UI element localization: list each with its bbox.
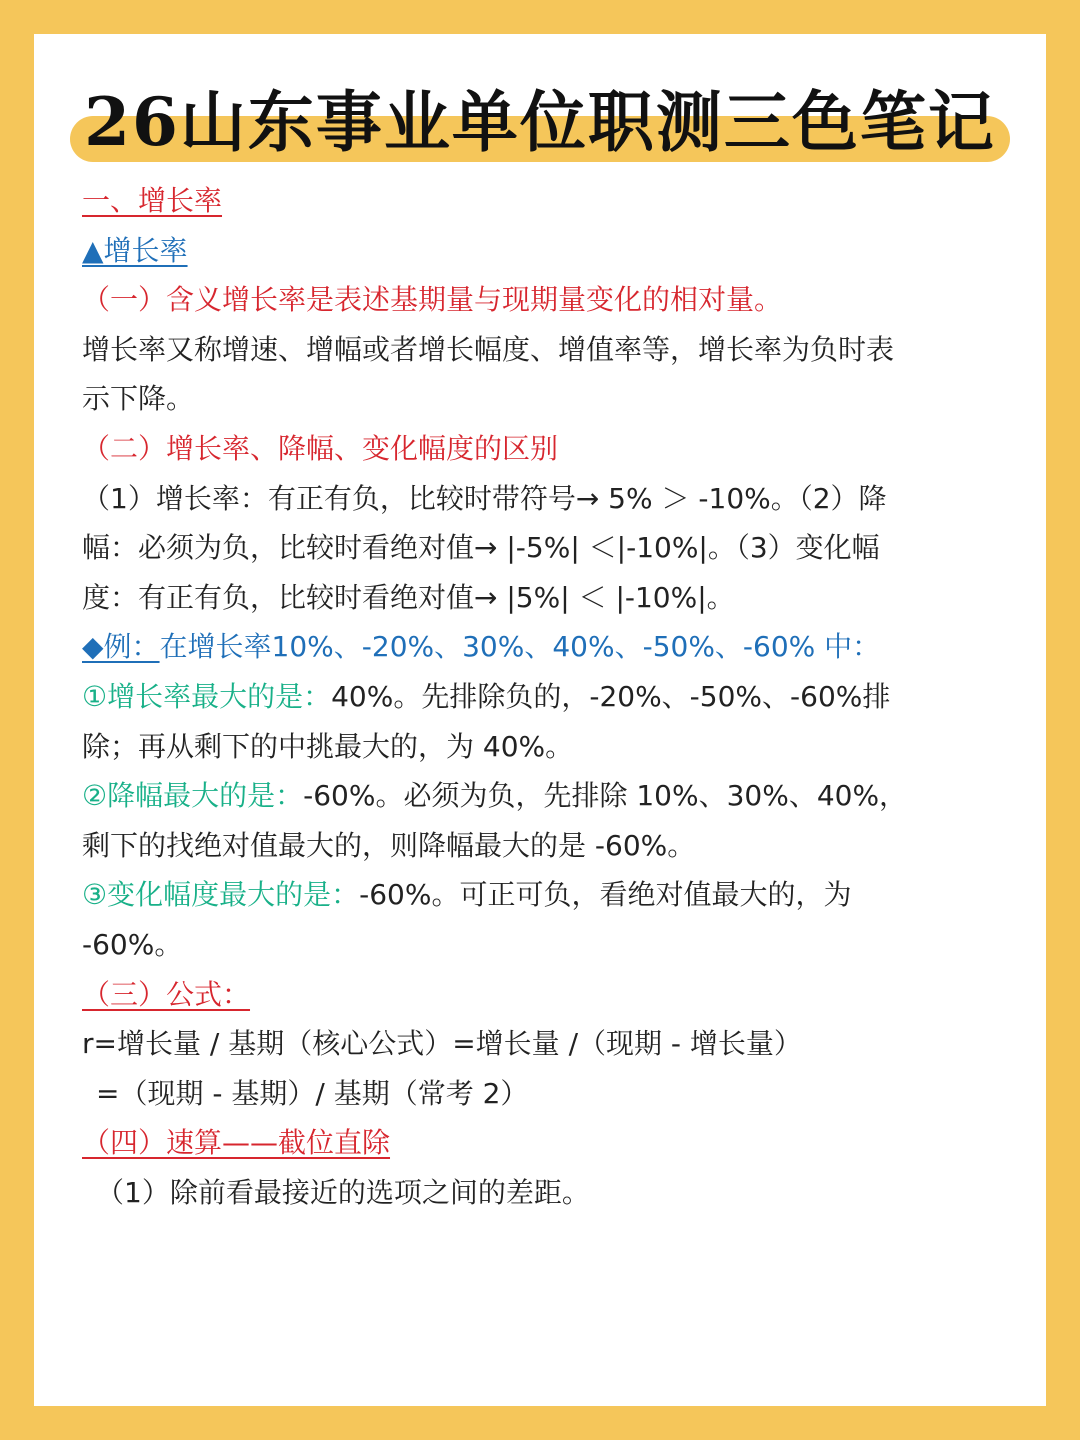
answer-2-label: ②降幅最大的是：: [82, 779, 304, 813]
title-area: [34, 74, 1046, 184]
page-title: 26山东事业单位职测三色笔记: [84, 83, 996, 161]
body-text: 度：有正有负，比较时看绝对值→ |5%| ＜ |-10%|。: [82, 580, 735, 614]
answer-1: [82, 672, 952, 722]
definition-heading: （一）含义增长率是表述基期量与现期量变化的相对量。: [82, 283, 783, 317]
subsection-heading: ▲增长率: [82, 233, 188, 267]
body-text: 示下降。: [82, 382, 195, 416]
body-text: 剩下的找绝对值最大的，则降幅最大的是 -60%。: [82, 828, 696, 862]
body-text: （1）除前看最接近的选项之间的差距。: [96, 1175, 590, 1209]
body-text: -60%。: [82, 927, 183, 961]
section-heading: 一、增长率: [82, 184, 223, 217]
example-label: ◆例：: [82, 630, 160, 664]
formula-line: r=增长量 / 基期（核心公式）=增长量 /（现期 - 增长量）: [82, 1027, 802, 1061]
answer-3: [82, 870, 952, 920]
body-text: 除；再从剩下的中挑最大的，为 40%。: [82, 729, 574, 763]
formula-line: =（现期 - 基期）/ 基期（常考 2）: [96, 1076, 529, 1110]
body-text: 幅：必须为负，比较时看绝对值→ |-5%| ＜|-10%|。（3）变化幅: [82, 531, 880, 565]
difference-heading: （二）增长率、降幅、变化幅度的区别: [82, 431, 559, 465]
quick-calc-heading: （四）速算——截位直除: [82, 1126, 391, 1160]
example-line: [82, 622, 952, 672]
formula-heading: （三）公式：: [82, 977, 251, 1011]
body-text: 增长率又称增速、增幅或者增长幅度、增值率等，增长率为负时表: [82, 332, 895, 366]
notes-content: [82, 176, 952, 1217]
answer-3-text: -60%。可正可负，看绝对值最大的，为: [359, 878, 852, 912]
answer-3-label: ③变化幅度最大的是：: [82, 878, 360, 912]
answer-2-text: -60%。必须为负，先排除 10%、30%、40%，: [303, 779, 908, 813]
answer-1-text: 40%。先排除负的，-20%、-50%、-60%排: [331, 679, 891, 713]
answer-1-label: ①增长率最大的是：: [82, 679, 332, 713]
answer-2: [82, 771, 952, 821]
example-text: 在增长率10%、-20%、30%、40%、-50%、-60% 中：: [159, 630, 881, 664]
body-text: （1）增长率：有正有负，比较时带符号→ 5% ＞ -10%。（2）降: [82, 481, 887, 515]
